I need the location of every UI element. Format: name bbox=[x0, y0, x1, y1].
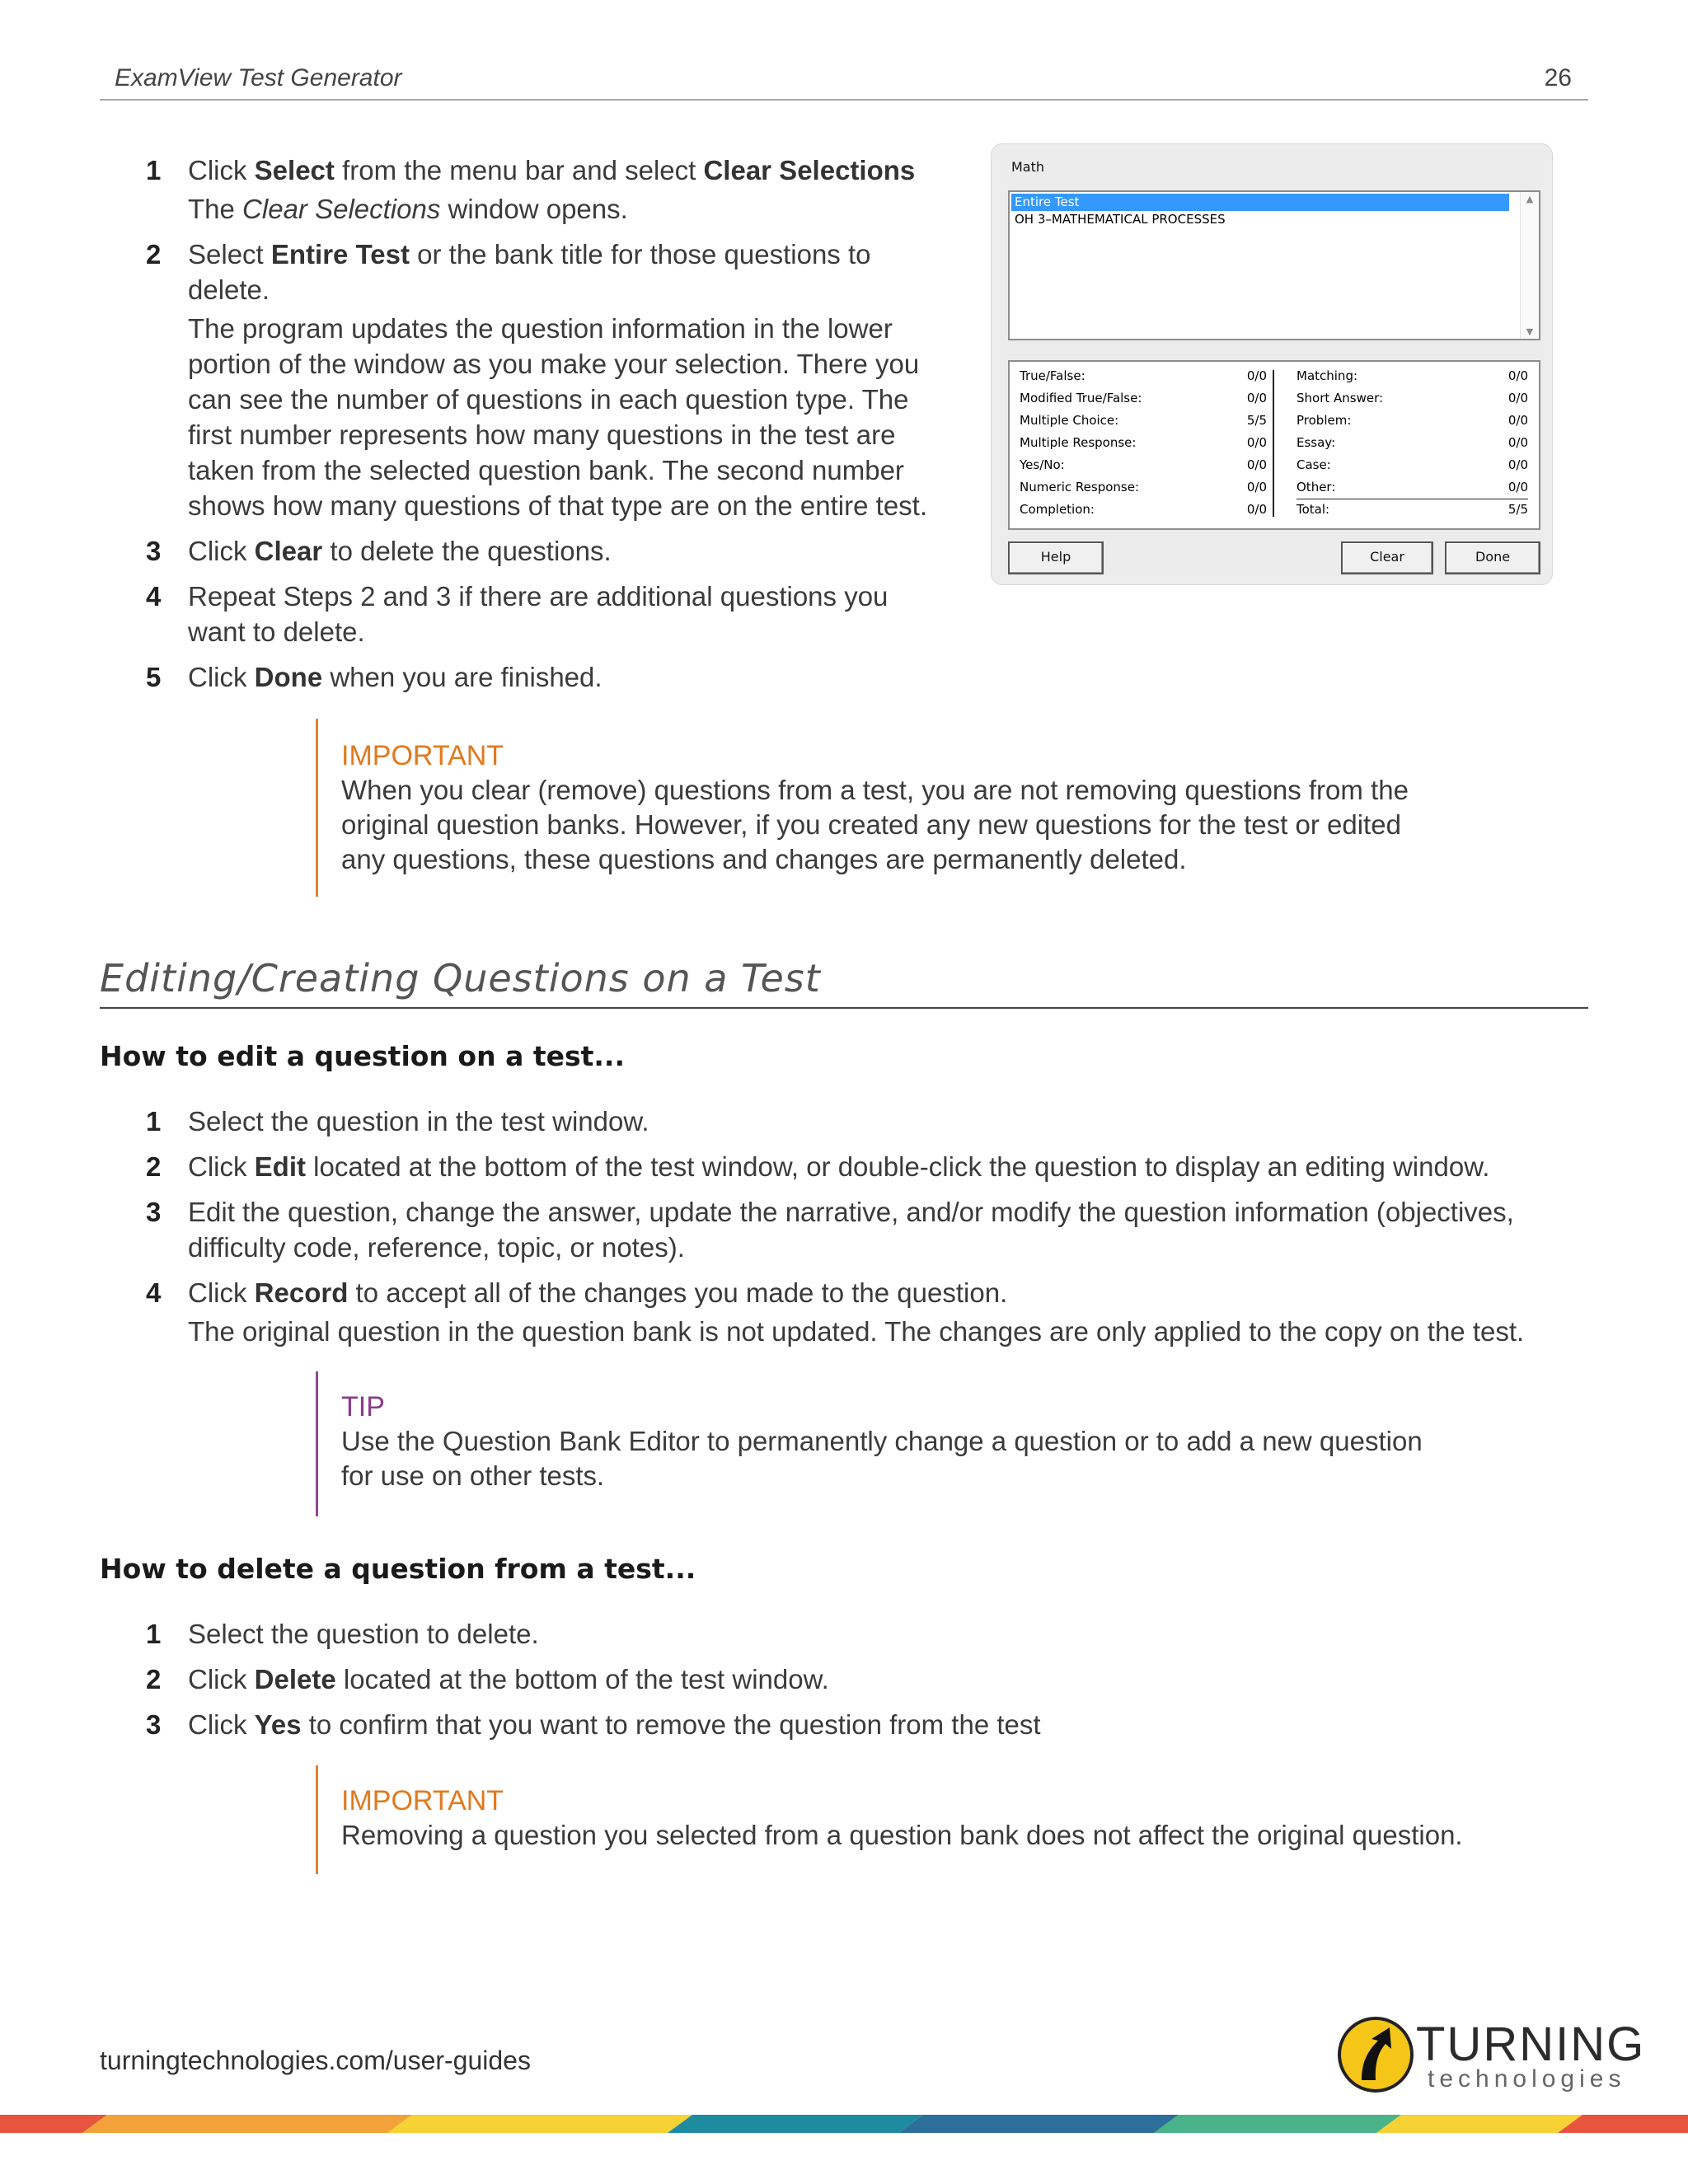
done-button[interactable]: Done bbox=[1445, 541, 1540, 574]
tip-callout bbox=[316, 1371, 1437, 1516]
clear-button[interactable]: Clear bbox=[1341, 541, 1433, 574]
stat-row: Modified True/False: 0/0 bbox=[1020, 391, 1267, 405]
edit-question-heading: How to edit a question on a test... bbox=[100, 1040, 626, 1072]
edit-steps-list bbox=[106, 1104, 1594, 1359]
stat-row: Other: 0/0 bbox=[1296, 480, 1528, 494]
tip-label: TIP bbox=[341, 1391, 385, 1422]
important-text: When you clear (remove) questions from a test, you are not removing questions from the original question banks. However, if you created any new questions for the test or edited any questions, these questions and changes are permanently deleted. bbox=[341, 775, 1409, 874]
help-button[interactable]: Help bbox=[1008, 541, 1104, 574]
list-item: 3 Edit the question, change the answer, update the narrative, and/or modify the question information (objectives, difficulty code, reference, topic, or notes). bbox=[146, 1197, 1514, 1263]
tip-text: Use the Question Bank Editor to permanently change a question or to add a new question for use on other tests. bbox=[341, 1426, 1423, 1491]
logo-word-turning: TURNING bbox=[1416, 2018, 1646, 2071]
important-label: IMPORTANT bbox=[341, 1785, 504, 1816]
delete-question-heading: How to delete a question from a test... bbox=[100, 1553, 696, 1585]
stat-row: Case: 0/0 bbox=[1296, 457, 1528, 472]
bank-listbox[interactable] bbox=[1008, 190, 1540, 340]
logo-word-technologies: technologies bbox=[1428, 2065, 1626, 2093]
stat-row: Multiple Response: 0/0 bbox=[1020, 435, 1267, 450]
step-note: The Clear Selections window opens. bbox=[188, 194, 628, 224]
stat-row-total: Total: 5/5 bbox=[1296, 502, 1528, 517]
list-item: 2 Select Entire Test or the bank title for those questions to delete. The program updates the question information in the lower portion of the window as you make your selection. There you can see the number of questions in each question type. The first number represents how many questions in the test are taken from the selected question bank. The second number shows how many questions of that type are on the entire test. bbox=[106, 237, 931, 523]
list-item: 4 Repeat Steps 2 and 3 if there are additional questions you want to delete. bbox=[146, 581, 889, 647]
list-item: 2 Click Edit located at the bottom of the test window, or double-click the question to display an editing window. bbox=[146, 1151, 1490, 1182]
important-callout-2 bbox=[316, 1765, 1470, 1874]
stat-row: Numeric Response: 0/0 bbox=[1020, 480, 1267, 494]
delete-steps-list bbox=[106, 1616, 1594, 1752]
footer-color-stripe bbox=[0, 2115, 1688, 2133]
list-item-entire-test[interactable]: Entire Test bbox=[1011, 194, 1509, 211]
section-title: Editing/Creating Questions on a Test bbox=[100, 956, 1588, 1009]
question-stats-panel bbox=[1008, 360, 1540, 530]
scroll-up-icon[interactable]: ▲ bbox=[1526, 194, 1534, 204]
list-item: 1 Select the question in the test window. bbox=[146, 1106, 649, 1137]
clear-steps-list bbox=[106, 152, 931, 705]
stat-row: True/False: 0/0 bbox=[1020, 368, 1267, 383]
important-label: IMPORTANT bbox=[341, 740, 504, 771]
stat-row: Essay: 0/0 bbox=[1296, 435, 1528, 450]
clear-selections-dialog bbox=[991, 143, 1553, 585]
scrollbar[interactable] bbox=[1520, 192, 1539, 339]
stat-row: Multiple Choice: 5/5 bbox=[1020, 413, 1267, 428]
scroll-down-icon[interactable]: ▼ bbox=[1526, 326, 1534, 337]
footer-url[interactable]: turningtechnologies.com/user-guides bbox=[100, 2046, 531, 2075]
column-divider bbox=[1273, 370, 1274, 517]
document-title: ExamView Test Generator bbox=[115, 64, 402, 91]
important-text: Removing a question you selected from a question bank does not affect the original question. bbox=[341, 1820, 1463, 1850]
list-item-bank[interactable]: OH 3–MATHEMATICAL PROCESSES bbox=[1015, 212, 1226, 227]
important-callout bbox=[316, 719, 1437, 897]
stat-row: Problem: 0/0 bbox=[1296, 413, 1528, 428]
step-note: The program updates the question information in the lower portion of the window as you make your selection. There you can see the number of questions in each question type. The first number represents how many questions in the test are taken from the selected question bank. The second number shows how many questions of that type are on the entire test. bbox=[188, 313, 928, 521]
stat-row: Yes/No: 0/0 bbox=[1020, 457, 1267, 472]
list-item: 5 Click Done when you are finished. bbox=[146, 662, 603, 692]
turning-arrow-icon bbox=[1337, 2016, 1414, 2093]
list-item: 3 Click Yes to confirm that you want to remove the question from the test bbox=[146, 1709, 1041, 1740]
step-note: The original question in the question bank is not updated. The changes are only applied to the copy on the test. bbox=[188, 1316, 1525, 1347]
stat-row: Short Answer: 0/0 bbox=[1296, 391, 1528, 405]
stat-row: Completion: 0/0 bbox=[1020, 502, 1267, 517]
page-header bbox=[100, 61, 1588, 101]
stat-row: Matching: 0/0 bbox=[1296, 368, 1528, 383]
list-item: 3 Click Clear to delete the questions. bbox=[146, 536, 612, 566]
turning-logo bbox=[1337, 2016, 1646, 2098]
list-item: 1 Click Select from the menu bar and select Clear Selections The Clear Selections window opens. bbox=[106, 152, 931, 227]
dialog-title: Math bbox=[1011, 159, 1045, 175]
list-item: 2 Click Delete located at the bottom of the test window. bbox=[146, 1664, 829, 1694]
list-item: 1 Select the question to delete. bbox=[146, 1619, 539, 1649]
list-item: 4 Click Record to accept all of the changes you made to the question. The original question in the question bank is not updated. The changes are only applied to the copy on the test. bbox=[106, 1275, 1594, 1349]
page-number: 26 bbox=[1544, 64, 1572, 91]
